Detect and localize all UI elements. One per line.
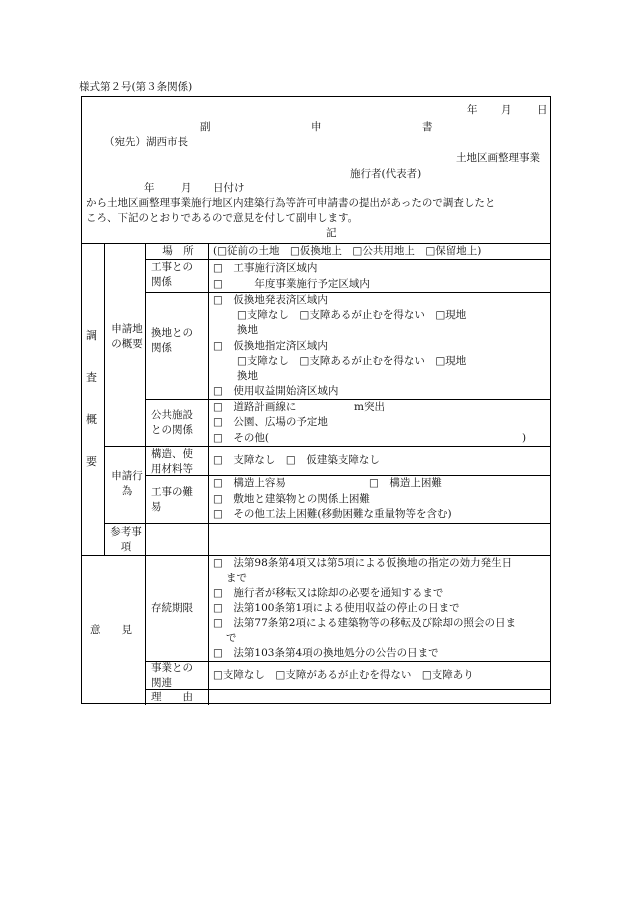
survey-char-2: 査 (86, 371, 97, 384)
body-line-1: から土地区画整理事業施行地区内建築行為等許可申請書の提出があったので調査したと (86, 197, 496, 209)
public-facility-protrusion: m突出 (354, 401, 385, 413)
rule-v-content (208, 243, 209, 705)
difficulty-label: 工事の難易 (151, 486, 193, 513)
difficulty-other: □ その他工法上困難(移動困難な重量物等を含む) (213, 508, 452, 520)
reason-label: 理 由 (151, 691, 193, 703)
duration-line-4: □ 法第100条第1項による使用収益の停止の日まで (213, 602, 460, 614)
replotting-line-6: 換地 (237, 370, 258, 382)
application-year: 年 (144, 182, 155, 194)
title-char-3: 書 (422, 121, 433, 133)
duration-label: 存続期限 (151, 602, 193, 614)
rule-construction (145, 292, 550, 293)
application-overview-label: 申請地の概要 (111, 323, 143, 350)
form-number: 様式第２号(第３条関係) (79, 81, 193, 93)
body-line-2: ころ、下記のとおりであるので意見を付して副申します。 (86, 212, 359, 224)
business-label: 事業との関連 (151, 662, 193, 689)
replotting-line-2: □支障なし □支障あるが止むを得ない □現地 (237, 309, 467, 321)
structure-options: □ 支障なし □ 仮建築支障なし (213, 454, 380, 466)
project-name: 土地区画整理事業 (456, 152, 540, 164)
location-label: 場 所 (162, 245, 194, 257)
title-char-1: 副 (200, 121, 211, 133)
form-sheet (81, 96, 551, 704)
rule-v-label (145, 243, 146, 705)
difficulty-site: □ 敷地と建築物との関係上困難 (213, 493, 370, 505)
rule-duration (145, 661, 550, 662)
rule-v-survey (104, 243, 105, 555)
public-facility-road: □ 道路計画線に (213, 401, 297, 413)
header-section (82, 97, 550, 243)
rule-location (145, 259, 550, 260)
survey-char-3: 概 (86, 413, 97, 426)
reference-label: 参考事項 (110, 526, 142, 553)
construction-item-2: □ 年度事業施行予定区域内 (213, 278, 370, 290)
public-facility-other: □ その他( (213, 432, 270, 444)
duration-line-2: まで (226, 572, 247, 584)
reason-field[interactable] (213, 690, 543, 703)
business-options: □支障なし □支障があるが止むを得ない □支障あり (213, 669, 474, 681)
replotting-line-7: □ 使用収益開始済区域内 (213, 385, 339, 397)
location-options: (□従前の土地 □仮換地上 □公共用地上 □保留地上) (213, 245, 482, 257)
duration-line-1: □ 法第98条第4項又は第5項による仮換地の指定の効力発生日 (213, 557, 513, 569)
difficulty-easy: □ 構造上容易 (213, 477, 286, 489)
date-year: 年 (467, 104, 478, 116)
rule-structure (145, 475, 550, 476)
date-day: 日 (537, 104, 548, 116)
structure-label: 構造、使用材料等 (151, 448, 193, 475)
replotting-label: 換地との関係 (151, 327, 193, 354)
ki-heading: 記 (326, 227, 337, 239)
opinion-label: 意 見 (90, 624, 132, 636)
duration-line-6: で (226, 632, 237, 644)
title-char-2: 申 (311, 121, 322, 133)
survey-char-4: 要 (86, 455, 97, 468)
application-act-label: 申請行為 (111, 470, 143, 497)
replotting-line-1: □ 仮換地発表済区域内 (213, 294, 328, 306)
application-month: 月 (181, 182, 192, 194)
date-month: 月 (501, 104, 512, 116)
replotting-line-5: □支障なし □支障あるが止むを得ない □現地 (237, 355, 467, 367)
difficulty-hard: □ 構造上困難 (369, 477, 442, 489)
public-facility-park: □ 公園、広場の予定地 (213, 416, 328, 428)
construction-item-1: □ 工事施行済区域内 (213, 262, 318, 274)
rule-replotting (145, 399, 550, 400)
public-facility-label: 公共施設との関係 (151, 409, 193, 436)
addressee: （宛先）湖西市長 (104, 136, 188, 148)
application-day: 日付け (213, 182, 245, 194)
replotting-line-4: □ 仮換地指定済区域内 (213, 340, 328, 352)
rule-act-bottom (104, 523, 550, 524)
survey-char-1: 調 (86, 329, 97, 342)
public-facility-other-close: ) (522, 432, 527, 444)
duration-line-5: □ 法第77条第2項による建築物等の移転及び除却の照会の日ま (213, 617, 516, 629)
duration-line-3: □ 施行者が移転又は除却の必要を通知するまで (213, 587, 444, 599)
replotting-line-3: 換地 (237, 324, 258, 336)
operator-label: 施行者(代表者) (350, 168, 422, 180)
duration-line-7: □ 法第103条第4項の換地処分の公告の日まで (213, 647, 439, 659)
construction-label: 工事との関係 (151, 261, 193, 288)
